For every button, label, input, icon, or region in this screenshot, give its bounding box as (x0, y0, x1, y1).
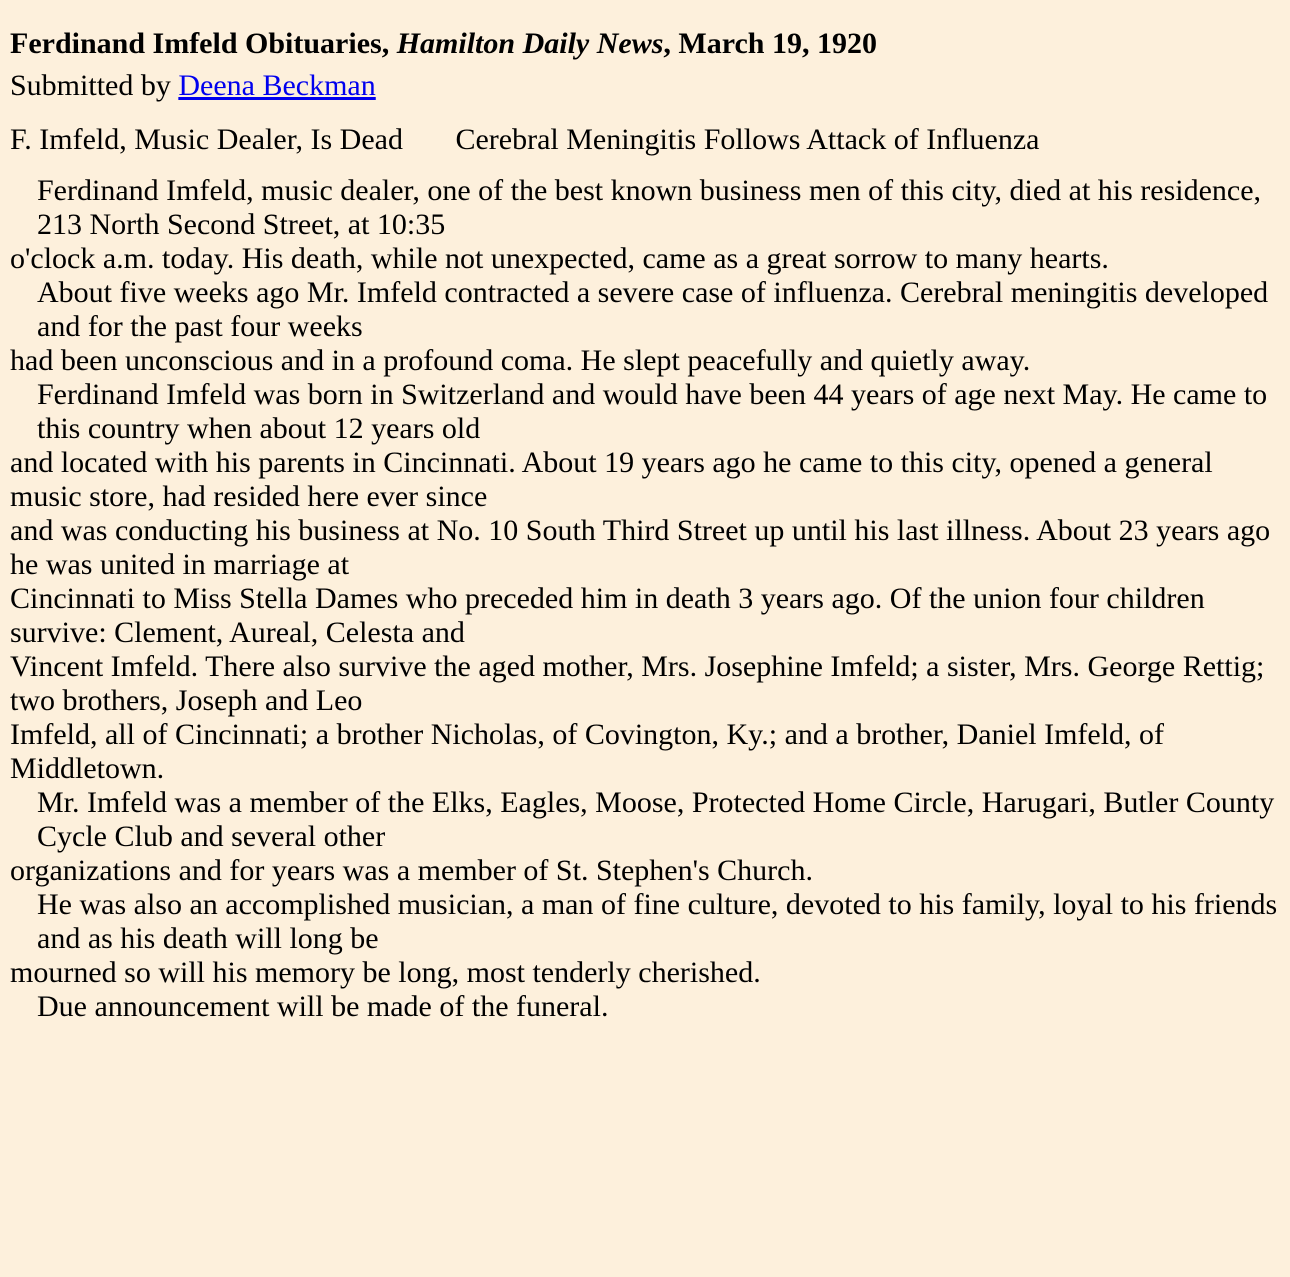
paragraph-line: Due announcement will be made of the funeral. (37, 990, 609, 1023)
article-body (10, 174, 1280, 1024)
submitter-link[interactable]: Deena Beckman (178, 69, 376, 102)
paragraph-line: o'clock a.m. today. His death, while not unexpected, came as a great sorrow to many hearts. (10, 242, 1109, 275)
paragraph (10, 378, 1280, 786)
paragraph-line: had been unconscious and in a profound coma. He slept peacefully and quietly away. (10, 344, 1031, 377)
paragraph-line: Mr. Imfeld was a member of the Elks, Eagles, Moose, Protected Home Circle, Harugari, Butler County Cycle Club and several other (37, 786, 1275, 853)
headline-left: F. Imfeld, Music Dealer, Is Dead (10, 123, 403, 156)
paragraph-line: mourned so will his memory be long, most tenderly cherished. (10, 956, 761, 989)
paragraph-line: and located with his parents in Cincinnati. About 19 years ago he came to this city, opened a general music store, had resided here ever since (10, 446, 1213, 513)
paragraph (10, 888, 1280, 990)
headline-row (10, 123, 1280, 157)
title-part2: , March 19, 1920 (663, 27, 877, 60)
paragraph-line: Ferdinand Imfeld was born in Switzerland and would have been 44 years of age next May. He came to this country when about 12 years old (37, 378, 1268, 445)
paragraph-line: Vincent Imfeld. There also survive the aged mother, Mrs. Josephine Imfeld; a sister, Mrs. George Rettig; two brothers, Joseph and Leo (10, 650, 1265, 717)
newspaper-name: Hamilton Daily News (396, 27, 664, 60)
paragraph (10, 786, 1280, 888)
headline-right: Cerebral Meningitis Follows Attack of Influenza (455, 123, 1040, 156)
paragraph-line: organizations and for years was a member of St. Stephen's Church. (10, 854, 813, 887)
paragraph (10, 990, 1280, 1024)
paragraph (10, 276, 1280, 378)
submitted-prefix: Submitted by (10, 69, 179, 102)
paragraph-line: Ferdinand Imfeld, music dealer, one of the best known business men of this city, died at his residence, 213 North Second Street, at 10:35 (37, 174, 1262, 241)
paragraph-line: Imfeld, all of Cincinnati; a brother Nicholas, of Covington, Ky.; and a brother, Daniel Imfeld, of Middletown. (10, 718, 1165, 785)
paragraph-line: He was also an accomplished musician, a man of fine culture, devoted to his family, loyal to his friends and as his death will long be (37, 888, 1278, 955)
paragraph-line: and was conducting his business at No. 10 South Third Street up until his last illness. About 23 years ago he was united in marriage at (10, 514, 1271, 581)
paragraph (10, 174, 1280, 276)
submitted-by (10, 69, 1280, 103)
title-part1: Ferdinand Imfeld Obituaries, (10, 27, 397, 60)
paragraph-line: Cincinnati to Miss Stella Dames who preceded him in death 3 years ago. Of the union four children survive: Clement, Aureal, Celesta and (10, 582, 1205, 649)
page-title (10, 27, 1280, 61)
paragraph-line: About five weeks ago Mr. Imfeld contracted a severe case of influenza. Cerebral meningitis developed and for the past four weeks (37, 276, 1269, 343)
